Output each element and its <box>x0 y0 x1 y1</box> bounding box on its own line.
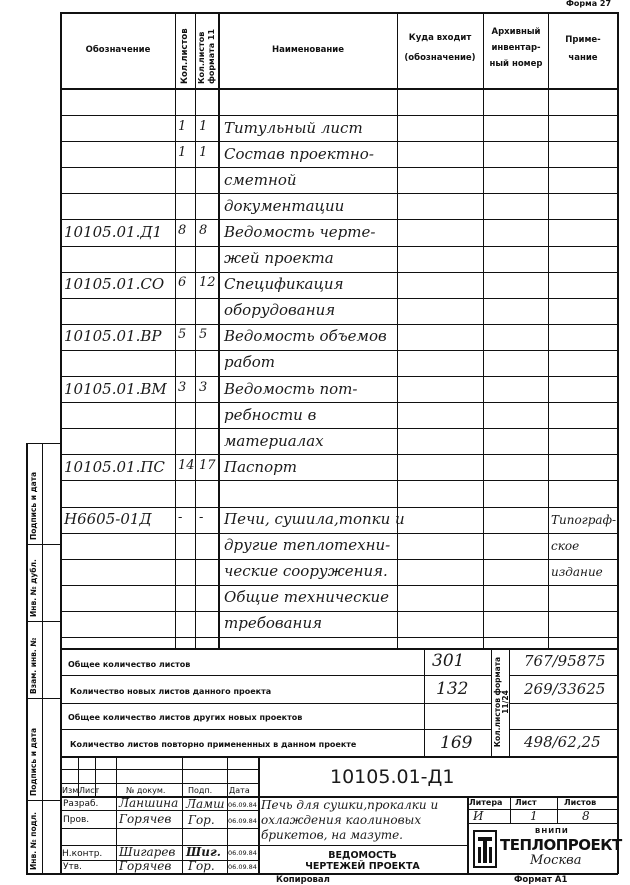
row-sheets-format: 8 <box>199 223 208 238</box>
total-label: Общее количество листов <box>68 660 191 669</box>
row-line <box>60 402 618 403</box>
tb-vsep-lit-a <box>510 796 511 823</box>
totals-top <box>60 648 618 650</box>
row-name: Спецификация <box>224 275 344 293</box>
tb-role-4: Утв. <box>63 862 82 872</box>
row-sheets-format: 17 <box>199 458 216 473</box>
row-name: Состав проектно- <box>224 145 374 163</box>
tb-role-1: Разраб. <box>63 799 99 809</box>
form-label: Форма 27 <box>566 0 612 8</box>
tb-code: 10105.01-Д1 <box>330 766 455 788</box>
new-value: 132 <box>436 679 469 699</box>
row-sheets: 6 <box>178 275 187 290</box>
org-name: ТЕПЛОПРОЕКТ <box>500 836 622 854</box>
tb-sign-1: Ламш <box>186 797 225 811</box>
totals-line-3r <box>509 729 618 730</box>
col-header-note-2: чание <box>568 53 598 63</box>
row-line <box>60 219 618 220</box>
tb-h-doc: № докум. <box>126 786 166 795</box>
row-name: Печи, сушила,топки и <box>224 510 405 528</box>
tb-desc-1: Печь для сушки,прокалки и <box>261 798 439 812</box>
col-header-sheets-format: Кол.листов формата 11 <box>197 28 216 84</box>
totals-vsep-a <box>424 648 425 756</box>
frame-top <box>60 12 618 14</box>
side-inv-podl: Инв. № подл. <box>29 811 38 870</box>
row-line <box>60 376 618 377</box>
tb-grid-v4 <box>182 756 183 874</box>
col-header-where-2: (обозначение) <box>404 53 476 63</box>
tb-h-izm: Изм <box>62 786 79 795</box>
row-note: Типограф- <box>551 513 617 527</box>
tb-name-4: Горячев <box>119 859 172 873</box>
row-line <box>60 533 618 534</box>
row-name: оборудования <box>224 301 336 319</box>
totals-line-1r <box>509 675 618 676</box>
side-inv-dubl: Инв. № дубл. <box>29 559 38 617</box>
row-note: издание <box>551 565 603 579</box>
tb-h-sign: Подп. <box>188 786 213 795</box>
totals-line-3 <box>60 729 492 730</box>
row-designation: 10105.01.ВМ <box>64 380 167 398</box>
row-note: ское <box>551 539 580 553</box>
tb-role-2: Пров. <box>63 815 90 825</box>
col-header-archive-1: Архивный <box>491 27 541 37</box>
header-bottom <box>60 88 618 90</box>
tb-date-4: 06.09.84 <box>228 863 257 871</box>
row-sheets-format: 12 <box>199 275 216 290</box>
tb-grid-h5 <box>60 828 258 829</box>
row-line <box>60 480 618 481</box>
row-line <box>60 141 618 142</box>
row-name: Ведомость черте- <box>224 223 376 241</box>
side-sign-date-1: Подпись и дата <box>29 471 38 540</box>
totals-line-1 <box>60 675 492 676</box>
row-line <box>60 585 618 586</box>
row-name: Паспорт <box>224 458 297 476</box>
reused-value: 169 <box>440 733 473 753</box>
tb-line-desc-bottom <box>258 845 467 846</box>
row-name: Титульный лист <box>224 119 363 137</box>
org-city: Москва <box>530 853 582 868</box>
tb-vsep-desc <box>467 796 469 874</box>
row-sheets: 8 <box>178 223 187 238</box>
row-line <box>60 324 618 325</box>
col-sep-3 <box>218 12 220 648</box>
totals-bottom <box>60 756 618 758</box>
row-line <box>60 507 618 508</box>
totals-vsep-b <box>491 648 492 756</box>
side-sep-3 <box>26 698 60 699</box>
row-line <box>60 272 618 273</box>
col-sep-6 <box>548 12 549 648</box>
tb-date-2: 06.09.84 <box>228 817 257 825</box>
tb-role-3: Н.контр. <box>62 849 103 859</box>
col-sep-2 <box>195 12 196 648</box>
col-header-archive-2: инвентар- <box>491 43 541 53</box>
row-sheets: 5 <box>178 327 187 342</box>
row-name: Ведомость объемов <box>224 327 387 345</box>
row-name: жей проекта <box>224 249 334 267</box>
totals-line-2r <box>509 703 618 704</box>
row-designation: 10105.01.СО <box>64 275 165 293</box>
side-frame-left <box>26 443 28 874</box>
row-name: документации <box>224 197 345 215</box>
col-header-archive-3: ный номер <box>489 59 543 69</box>
reused-fmt: 498/62,25 <box>524 733 601 751</box>
tb-name-3: Шигарев <box>119 845 176 859</box>
side-sep-4 <box>26 800 60 801</box>
row-name: ребности в <box>224 406 317 424</box>
tb-desc-2: охлаждения каолиновых <box>261 813 422 827</box>
org-logo-icon <box>472 829 498 869</box>
tb-sign-2: Гор. <box>188 813 215 827</box>
tb-grid-h1 <box>60 769 258 770</box>
tb-h-date: Дата <box>229 786 250 795</box>
tb-litera: И <box>473 809 484 823</box>
tb-h-sheets: Листов <box>564 798 597 807</box>
tb-date-3: 06.09.84 <box>228 849 257 857</box>
row-designation: 10105.01.ВР <box>64 327 162 345</box>
col-sep-5 <box>483 12 484 648</box>
row-name: требования <box>224 614 323 632</box>
col-header-name: Наименование <box>272 45 344 55</box>
tb-sign-3: Шиг. <box>186 845 221 859</box>
row-name: материалах <box>224 432 324 450</box>
tb-sign-4: Гор. <box>188 859 215 873</box>
row-name: другие теплотехни- <box>224 536 391 554</box>
tb-sheet: 1 <box>530 809 538 823</box>
side-sign-date-2: Подпись и дата <box>29 727 38 796</box>
tb-name-1: Ланшина <box>119 796 179 810</box>
tb-doc-name-1: ВЕДОМОСТЬ <box>328 850 397 861</box>
side-sep-1 <box>26 544 60 545</box>
row-name: работ <box>224 353 275 371</box>
tb-h-list: Лист <box>79 786 100 795</box>
row-line <box>60 167 618 168</box>
row-sheets: 1 <box>178 145 187 160</box>
row-line <box>60 246 618 247</box>
row-designation: 10105.01.Д1 <box>64 223 163 241</box>
tb-date-1: 06.09.84 <box>228 801 257 809</box>
other-label: Общее количество листов других новых проектов <box>68 713 303 722</box>
row-sheets-format: - <box>199 510 204 525</box>
fmt-caption: Кол.листов формата 11/24 <box>493 656 510 748</box>
new-fmt: 269/33625 <box>524 680 606 698</box>
side-frame-top <box>26 443 60 444</box>
tb-sheets: 8 <box>582 809 590 823</box>
col-header-where-1: Куда входит <box>408 33 472 43</box>
col-header-note-1: Приме- <box>565 35 601 45</box>
new-label: Количество новых листов данного проекта <box>70 687 272 696</box>
row-line <box>60 611 618 612</box>
tb-vsep-lit-b <box>557 796 558 823</box>
row-line <box>60 637 618 638</box>
tb-grid-h2 <box>60 783 258 784</box>
tb-desc-3: брикетов, на мазуте. <box>261 828 403 842</box>
col-header-sheets: Кол.листов <box>180 28 190 84</box>
row-line <box>60 115 618 116</box>
tb-line-lit-header <box>467 809 618 810</box>
org-top: ВНИПИ <box>535 827 569 835</box>
row-sheets: 3 <box>178 380 187 395</box>
side-vzam-inv: Взам. инв. № <box>29 637 38 694</box>
row-sheets-format: 1 <box>199 145 208 160</box>
total-value: 301 <box>432 651 465 671</box>
row-name: Общие технические <box>224 588 389 606</box>
tb-grid-h4 <box>60 810 258 811</box>
side-frame-mid <box>42 443 43 874</box>
row-line <box>60 298 618 299</box>
row-name: сметной <box>224 171 297 189</box>
total-fmt: 767/95875 <box>524 652 606 670</box>
footer-format: Формат А1 <box>514 875 568 885</box>
footer-copied: Копировал <box>276 875 330 885</box>
reused-label: Количество листов повторно примененных в данном проекте <box>70 740 357 749</box>
tb-h-sheet: Лист <box>515 798 537 807</box>
tb-line-lit-values <box>467 823 618 824</box>
row-line <box>60 428 618 429</box>
row-sheets: 14 <box>178 458 195 473</box>
row-designation: Н6605-01Д <box>64 510 152 528</box>
col-sep-4 <box>397 12 398 648</box>
row-line <box>60 559 618 560</box>
row-line <box>60 454 618 455</box>
tb-name-2: Горячев <box>119 812 172 826</box>
row-name: Ведомость пот- <box>224 380 358 398</box>
tb-h-litera: Литера <box>469 798 503 807</box>
col-header-designation: Обозначение <box>85 45 151 55</box>
row-designation: 10105.01.ПС <box>64 458 165 476</box>
row-sheets: 1 <box>178 119 187 134</box>
row-sheets: - <box>178 510 183 525</box>
row-line <box>60 350 618 351</box>
row-line <box>60 193 618 194</box>
row-name: ческие сооружения. <box>224 562 388 580</box>
row-sheets-format: 5 <box>199 327 208 342</box>
col-sep-1 <box>175 12 176 648</box>
row-sheets-format: 3 <box>199 380 208 395</box>
tb-grid-v2 <box>116 756 117 874</box>
row-sheets-format: 1 <box>199 119 208 134</box>
side-sep-2 <box>26 621 60 622</box>
totals-line-2 <box>60 703 492 704</box>
tb-doc-name-2: ЧЕРТЕЖЕЙ ПРОЕКТА <box>305 861 420 872</box>
